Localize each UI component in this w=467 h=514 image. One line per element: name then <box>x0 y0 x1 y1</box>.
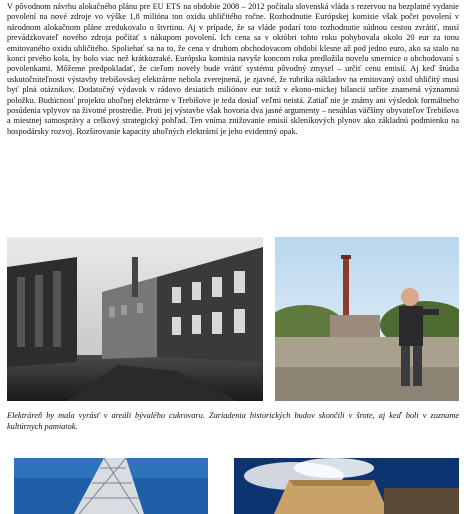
photo-caption: Elektráreň by mala vyrásť v areáli bývalého cukrovaru. Zariadenia historických budov skončili v šrote, aj keď boli v zozname kultúrnych pamiatok. <box>7 411 459 431</box>
photo-man-at-site <box>275 237 459 401</box>
photo-ruined-factory <box>7 237 263 401</box>
article-paragraph: V pôvodnom návrhu alokačného plánu pre EU ETS na obdobie 2008 – 2012 počítala slovenská vláda s rezervou na bezplatné vydanie povolení na nové zdroje vo výške 1,8 milióna ton oxidu uhličitého ročne. Rozhodnutie Európskej komisie však počet povolení v národnom alokačnom pláne zredukovalo o štvrtinu. Aj v prípade, že sa vláde podarí toto rozhodnutie súdnou cestou zvrátiť, musí prevádzkovateľ nového zdroja počítať s nákupom povolení. Ich cena sa v októbri tohto roku pohybovala okolo 20 eur za tonu emitovaného oxidu uhličitého. Spoliehať sa na to, že cena v druhom obchodovacom období klesne až pod jedno euro, ako sa stalo na konci prvého kola, by bolo viac než krátkozraké. Európska komisia navyše koncom roka predložila novelu smernice o obchodovaní s povolenkami. Môžeme predpokladať, že cieľom novely bude vrátiť systému pôvodný zmysel – určiť cenu emisií. Aj keď štúdia uskutočniteľnosti výstavby trebišovskej elektrárne nebola zverejnená, je zjavné, že rubrika nákladov na emitovaný oxid uhličitý musí byť plná otáznikov. Dodatočný výdavok v rádovo desiatich miliónov eur totiž v ekono-mickej bilancii určite znamená významnú položku. Budúcnosť projektu uhoľnej elektrárne v Trebišove je teda dosiaľ veľmi neistá. Zatiaľ nie je známy ani výsledok formálneho posúdenia vplyvov na životné prostredie. Proti jej výstavbe však hovoria dva jasné argumenty – nesúhlas väčšiny obyvateľov Trebišova a miestnej samosprávy a celkový strategický pohľad. Ten vníma znižovanie emisií skleníkových plynov ako základnú podmienku na hospodársky rozvoj. Rozširovanie kapacity uhoľných elektrární je jeho evidentný opak. <box>7 2 459 136</box>
photo-industrial-tower <box>14 458 208 514</box>
photo-cooling-tower <box>234 458 459 514</box>
